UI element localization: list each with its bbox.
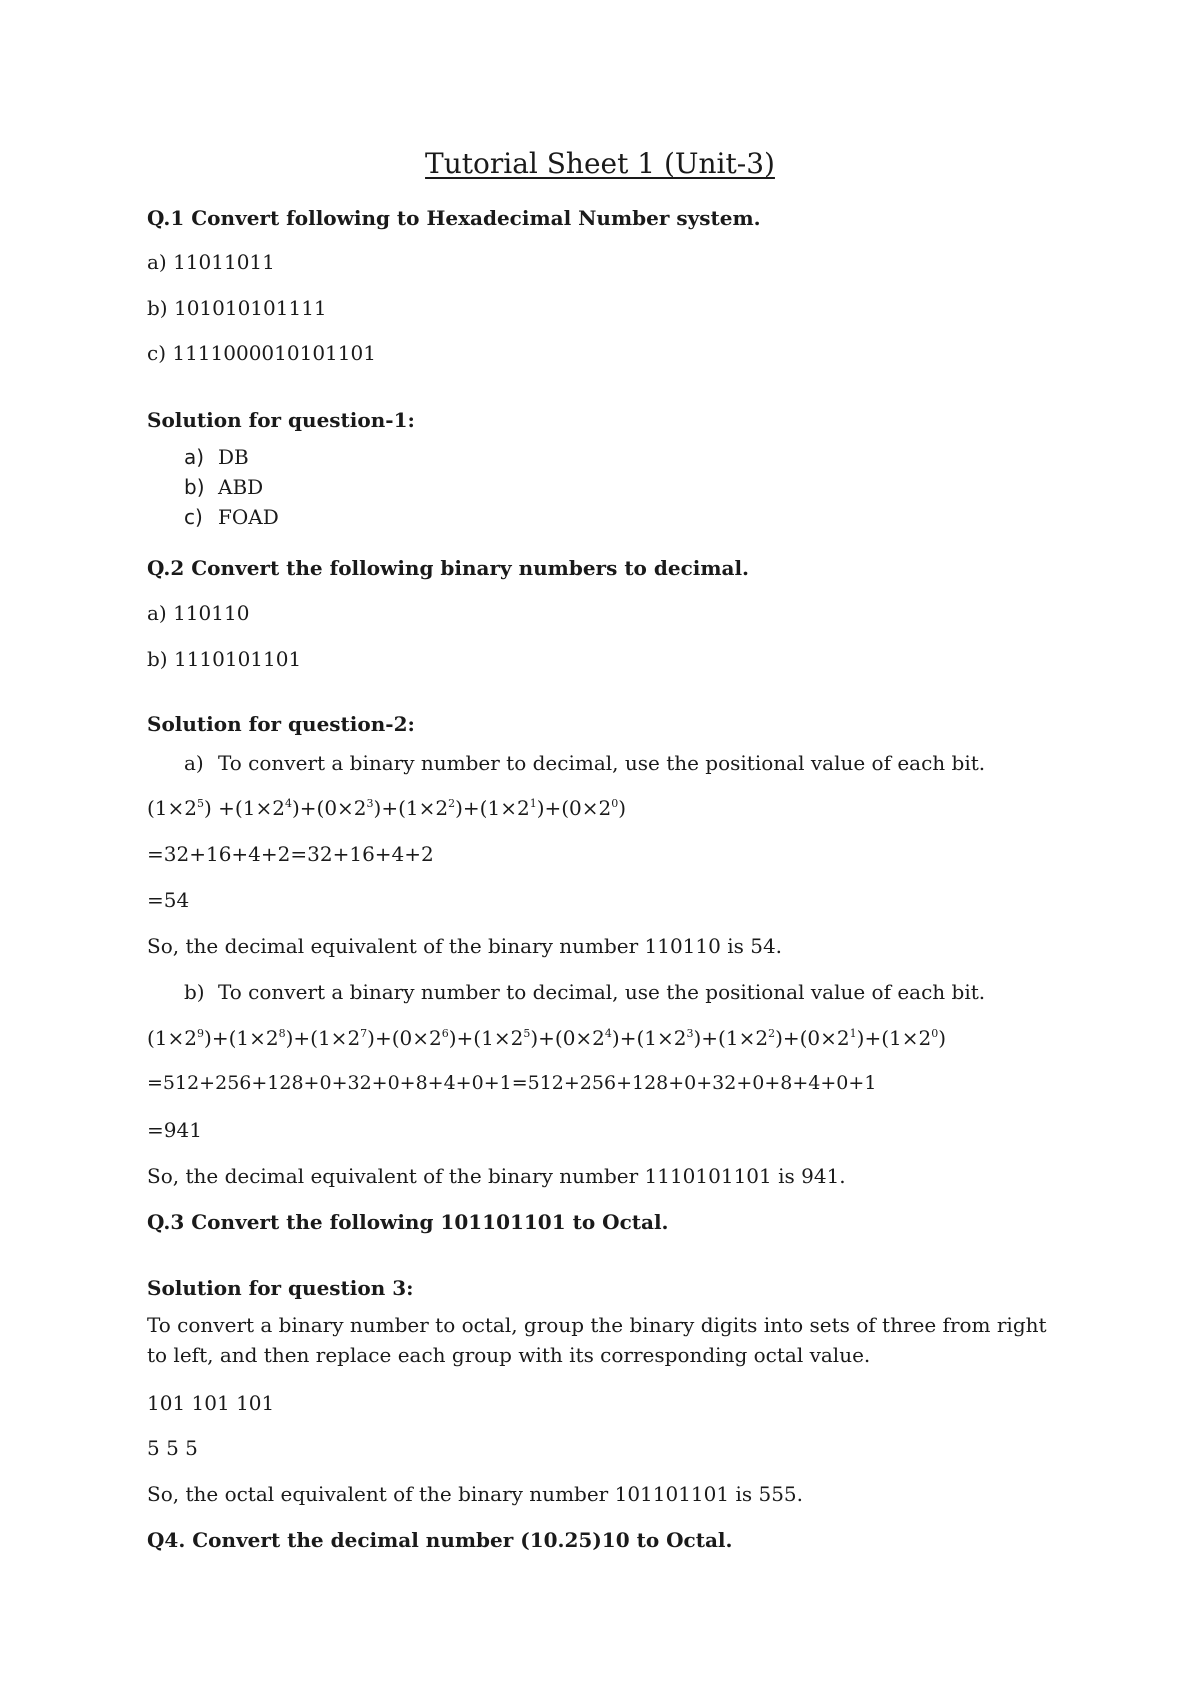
q2-solution-heading: Solution for question-2:: [147, 712, 415, 736]
q3-conclusion: So, the octal equivalent of the binary number 101101101 is 555.: [147, 1482, 804, 1506]
q4-question: Q4. Convert the decimal number (10.25)10 to Octal.: [147, 1528, 733, 1552]
q1-answer-a: [184, 447, 249, 467]
q1-answer-b: [184, 477, 263, 497]
q1-item-b: b) 101010101111: [147, 296, 327, 320]
q2a-conclusion: So, the decimal equivalent of the binary number 110110 is 54.: [147, 934, 783, 958]
q1-answer-c: [184, 507, 279, 527]
intro-text: To convert a binary number to decimal, use the positional value of each bit.: [218, 980, 986, 1004]
q3-question: Q.3 Convert the following 101101101 to Octal.: [147, 1210, 669, 1234]
q3-groups: 101 101 101: [147, 1391, 275, 1415]
q2-question: Q.2 Convert the following binary numbers to decimal.: [147, 556, 750, 580]
q2b-sum: =512+256+128+0+32+0+8+4+0+1=512+256+128+0+32+0+8+4+0+1: [147, 1072, 877, 1094]
q3-explanation: To convert a binary number to octal, group the binary digits into sets of three from right to left, and then replace each group with its corresponding octal value.: [147, 1313, 1047, 1367]
q1-solution-heading: Solution for question-1:: [147, 408, 415, 432]
answer-text: DB: [218, 445, 249, 469]
list-label: a): [184, 751, 204, 775]
q2b-expansion: $(1\times 2^9)+(1\times 2^8)+(1\times 2^7)+(0\times 2^6)+(1\times 2^5)+(0\times 2^4)+(1\times 2^3)+(1\times 2^2)+(0\times 2^1)+(1\times 2^0)$: [147, 1026, 947, 1050]
q2a-expansion: $(1\times 2^5) +(1\times 2^4)+(0\times 2^3)+(1\times 2^2)+(1\times 2^1)+(0\times 2^0)$: [147, 796, 627, 820]
q1-item-a: a) 11011011: [147, 250, 275, 274]
list-label: a): [184, 445, 205, 469]
q2b-conclusion: So, the decimal equivalent of the binary number 1110101101 is 941.: [147, 1164, 846, 1188]
answer-text: ABD: [218, 475, 264, 499]
intro-text: To convert a binary number to decimal, use the positional value of each bit.: [218, 751, 986, 775]
q2a-sum: =32+16+4+2=32+16+4+2: [147, 842, 434, 866]
answer-text: FOAD: [218, 505, 279, 529]
q2a-intro: [184, 753, 985, 773]
list-label: b): [184, 475, 205, 499]
list-label: b): [184, 980, 205, 1004]
q2a-result: =54: [147, 888, 190, 912]
q3-solution-heading: Solution for question 3:: [147, 1276, 414, 1300]
q1-item-c: c) 1111000010101101: [147, 341, 376, 365]
q2b-intro: [184, 982, 985, 1002]
page-title: Tutorial Sheet 1 (Unit-3): [425, 147, 775, 180]
list-label: c): [184, 505, 203, 529]
q3-octal-digits: 5 5 5: [147, 1436, 198, 1460]
q2-item-b: b) 1110101101: [147, 647, 302, 671]
q1-question: Q.1 Convert following to Hexadecimal Number system.: [147, 206, 761, 230]
q2b-result: =941: [147, 1118, 202, 1142]
q2-item-a: a) 110110: [147, 601, 250, 625]
